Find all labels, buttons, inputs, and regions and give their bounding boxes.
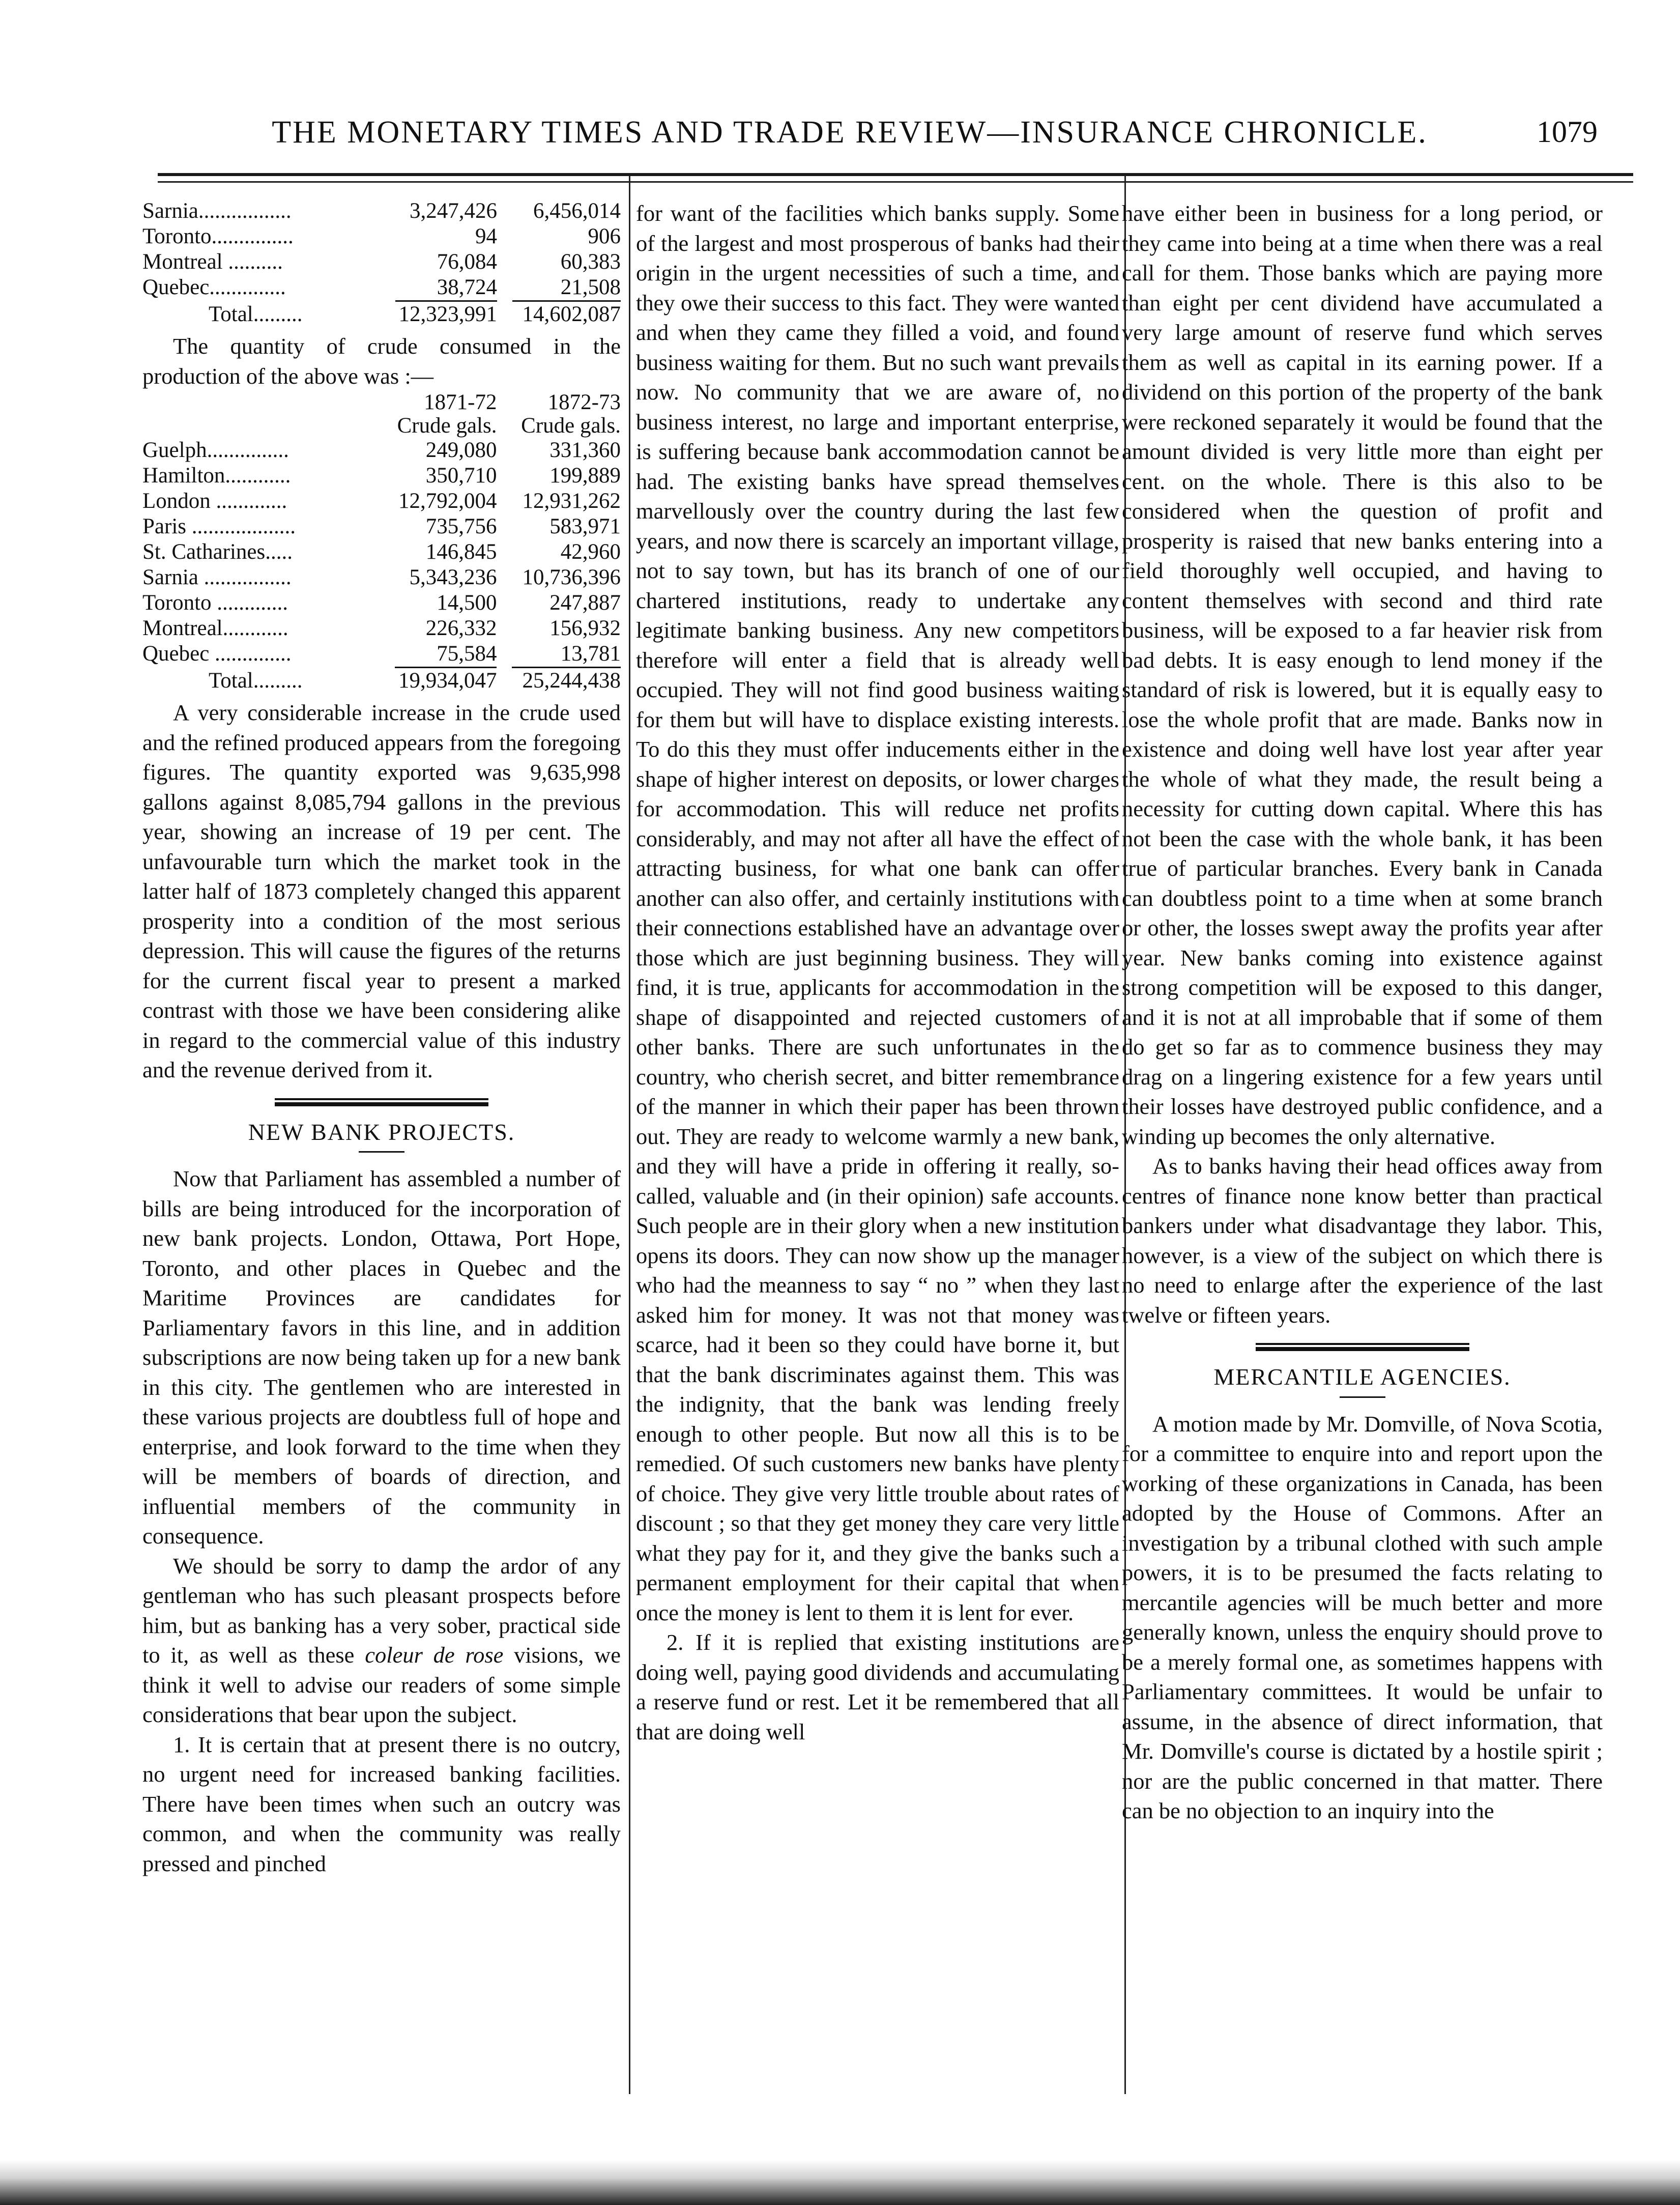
table-cell-place: Montreal .......... <box>142 250 283 274</box>
table-cell-value: 14,500 <box>437 591 497 615</box>
paragraph: have either been in business for a long period, or they came into being at a time when there was a real call for them. Those banks which are paying more than eight per cent dividend have accumulated a very large amount of reserve fund which serves them as well as capital in its earning power. If a dividend on this portion of the property of the bank were reckoned separately it would be found that the amount divided is very little more than eight per cent. on the whole. There is this also to be considered when the question of profit and prosperity is raised that new banks entering into a field thoroughly well occupied, and having to content themselves with second and third rate business, will be exposed to a far heavier risk from bad debts. It is easy enough to lend money if the standard of risk is lowered, but it is equally easy to lose the whole profit that are made. Banks now in existence and doing well have lost year after year the whole of what they made, the result being a necessity for cutting down capital. Where this has not been the case with the whole bank, it has been true of particular branches. Every bank in Canada can doubtless point to a time when at some branch or other, the losses swept away the profits year after year. New banks coming into existence against strong competition will be exposed to this danger, and it is not at all improbable that if some of them do get so far as to commence business they may drag on a lingering existence for a few years until their losses have destroyed public confidence, and a winding up becomes the only alternative. <box>1122 201 1603 1149</box>
table-header-row <box>142 414 621 438</box>
table-cell-value: 38,724 <box>437 275 497 299</box>
total-value: 25,244,438 <box>522 669 621 693</box>
table-row <box>142 616 621 641</box>
section-ornament <box>275 1098 488 1106</box>
column-header: 1871-72 <box>424 390 497 414</box>
table-row <box>142 463 621 489</box>
table-cell-value: 60,383 <box>560 250 621 274</box>
table-cell-value: 331,360 <box>549 438 621 462</box>
total-value: 19,934,047 <box>398 669 497 693</box>
table-cell-value: 10,736,396 <box>522 565 621 589</box>
section-title: MERCANTILE AGENCIES. <box>1213 1364 1511 1390</box>
table-cell-value: 42,960 <box>560 540 621 564</box>
table-row <box>142 438 621 463</box>
table-cell-value: 156,932 <box>549 616 621 640</box>
table-cell-value: 249,080 <box>425 438 497 462</box>
table-cell-value: 247,887 <box>549 591 621 615</box>
table-cell-place: Toronto............... <box>142 224 294 248</box>
column-header: Crude gals. <box>397 414 497 438</box>
column-2 <box>636 198 1119 1746</box>
table-cell-value: 350,710 <box>425 464 497 488</box>
table-row <box>142 275 621 300</box>
crude-oil-table <box>142 391 621 694</box>
total-row <box>142 302 621 327</box>
section-ornament <box>1256 1343 1469 1351</box>
paragraph: Now that Parliament has assembled a number of bills are being introduced for the incorporation of new bank projects. London, Ottawa, Port Hope, Toronto, and other places in Quebec and the Maritime Provinces are candidates for Parliamentary favors in this line, and in addition subscriptions are now being taken up for a new bank in this city. The gentlemen who are interested in these various projects are doubtless full of hope and enterprise, and look forward to the time when they will be members of boards of direction, and influential members of the community in consequence. <box>142 1166 621 1549</box>
table-row <box>142 565 621 590</box>
table-cell-value: 5,343,236 <box>409 565 497 589</box>
table-cell-place: Hamilton............ <box>142 464 291 488</box>
table-cell-value: 12,931,262 <box>522 489 621 513</box>
table-cell-place: Paris ................... <box>142 514 296 538</box>
total-value: 12,323,991 <box>398 302 497 326</box>
column-header: Crude gals. <box>521 414 621 438</box>
italic-phrase: coleur de rose <box>365 1642 504 1668</box>
paragraph: 2. If it is replied that existing institutions are doing well, paying good dividends and accumulating a reserve fund or rest. Let it be remembered that all that are doing well <box>636 1629 1119 1744</box>
table-cell-place: London ............. <box>142 489 287 513</box>
paragraph: A motion made by Mr. Domville, of Nova Scotia, for a committee to enquire into and report upon the working of these organizations in Canada, has been adopted by the House of Commons. After an investigation by a tribunal clothed with such ample powers, it is to be presumed the facts relating to mercantile agencies will be much better and more generally known, unless the enquiry should prove to be a merely formal one, as sometimes happens with Parliamentary committees. It would be unfair to assume, in the absence of direct information, that Mr. Domville's course is dictated by a hostile spirit ; nor are the public concerned in that matter. There can be no objection to an inquiry into the <box>1122 1411 1603 1823</box>
title-rule <box>1340 1396 1385 1398</box>
running-head: THE MONETARY TIMES AND TRADE REVIEW—INSURANCE CHRONICLE. <box>272 115 1428 150</box>
table-cell-value: 75,584 <box>437 642 497 666</box>
table-row <box>142 539 621 565</box>
header-rule-thin <box>158 181 1633 183</box>
table-row <box>142 641 621 667</box>
paragraph: As to banks having their head offices away from centres of finance none know better than practical bankers under what disadvantage they labor. This, however, is a view of the subject on which there is no need to enlarge after the experience of the last twelve or fifteen years. <box>1122 1153 1603 1328</box>
table-cell-place: Sarnia................. <box>142 199 292 223</box>
paragraph <box>142 1551 621 1730</box>
table-cell-value: 583,971 <box>549 514 621 538</box>
table-row <box>142 249 621 275</box>
table-cell-place: Montreal............ <box>142 616 288 640</box>
refined-oil-table <box>142 198 621 327</box>
total-row <box>142 668 621 694</box>
column-divider <box>629 176 630 2094</box>
table-cell-value: 3,247,426 <box>409 199 497 223</box>
column-3 <box>1122 198 1603 1826</box>
table-header-row <box>142 391 621 414</box>
scan-edge-shadow <box>0 2160 1680 2205</box>
text-run: We should be sorry to damp the ardor of any gentleman who has such pleasant prospects before him, but as banking has a very sober, practical side to it, as well as these <box>142 1553 621 1668</box>
header-rule <box>158 173 1633 176</box>
table-cell-place: Guelph............... <box>142 438 289 462</box>
table-cell-value: 226,332 <box>425 616 497 640</box>
title-rule <box>359 1151 404 1153</box>
section-title: NEW BANK PROJECTS. <box>248 1119 515 1145</box>
table-cell-place: Quebec.............. <box>142 275 286 299</box>
total-label: Total......... <box>209 669 303 693</box>
paragraph: for want of the facilities which banks supply. Some of the largest and most prosperous of banks had their origin in the urgent necessities of such a time, and they owe their success to this fact. They were wanted and when they came they filled a void, and found business waiting for them. But no such want prevails now. No community that we are aware of, no business interest, no large and important enterprise, is suffering because bank accommodation cannot be had. The existing banks have spread themselves marvellously over the country during the last few years, and now there is scarcely an important village, not to say town, but has its branch of one of our chartered institutions, ready to undertake any legitimate banking business. Any new competitors therefore will enter a field that is already well occupied. They will not find good business waiting for them but will have to displace existing interests. To do this they must offer inducements either in the shape of higher interest on deposits, or lower charges for accommodation. This will reduce net profits considerably, and may not after all have the effect of attracting business, for what one bank can offer another can also offer, and certainly institutions with their connections established have an advantage over those which are just beginning business. They will find, it is true, applicants for accommodation in the shape of disappointed and rejected customers of other banks. There are such unfortunates in the country, who cherish secret, and bitter remembrance of the manner in which their paper has been thrown out. They are ready to welcome warmly a new bank, and they will have a pride in offering it really, so-called, valuable and (in their opinion) safe accounts. Such people are in their glory when a new institution opens its doors. They can now show up the manager who had the meanness to say “ no ” when they last asked him for money. It was not that money was scarce, had it been so they could have borne it, but that the bank discriminates against them. This was the indignity, that the bank was lending freely enough to other people. But now all this is to be remedied. Of such customers new banks have plenty of choice. They give very little trouble about rates of discount ; so that they get money they care very little what they pay for it, and they give the banks such a permanent employment for their capital that when once the money is lent to them it is lent for ever. <box>636 201 1119 1625</box>
total-label: Total......... <box>209 302 303 326</box>
table-cell-value: 6,456,014 <box>533 199 621 223</box>
table-cell-place: Toronto ............. <box>142 591 288 615</box>
paragraph: 1. It is certain that at present there is no outcry, no urgent need for increased banking facilities. There have been times when such an outcry was common, and when the community was really pressed and pinched <box>142 1731 621 1876</box>
table-cell-place: Quebec .............. <box>142 642 292 666</box>
paragraph: The quantity of crude consumed in the production of the above was :— <box>142 333 621 389</box>
table-cell-value: 199,889 <box>549 464 621 488</box>
table-row <box>142 224 621 249</box>
page-number: 1079 <box>1537 115 1598 149</box>
table-cell-value: 735,756 <box>425 514 497 538</box>
table-cell-value: 146,845 <box>425 540 497 564</box>
table-row <box>142 514 621 539</box>
text-run: visions, we think it well to advise our readers of some simple considerations that bear upon the subject. <box>142 1642 621 1727</box>
table-cell-value: 76,084 <box>437 250 497 274</box>
table-cell-place: Sarnia ................ <box>142 565 292 589</box>
table-row <box>142 489 621 514</box>
table-cell-value: 21,508 <box>560 275 621 299</box>
table-cell-value: 13,781 <box>560 642 621 666</box>
paragraph: A very considerable increase in the crude used and the refined produced appears from the foregoing figures. The quantity exported was 9,635,998 gallons against 8,085,794 gallons in the previous year, showing an increase of 19 per cent. The unfavourable turn which the market took in the latter half of 1873 completely changed this apparent prosperity into a condition of the most serious depression. This will cause the figures of the returns for the current fiscal year to present a marked contrast with those we have been considering alike in regard to the commercial value of this industry and the revenue derived from it. <box>142 700 621 1082</box>
column-1 <box>142 198 621 1878</box>
column-header: 1872-73 <box>547 390 621 414</box>
table-cell-place: St. Catharines..... <box>142 540 293 564</box>
total-value: 14,602,087 <box>522 302 621 326</box>
table-row <box>142 198 621 224</box>
table-cell-value: 12,792,004 <box>398 489 497 513</box>
table-cell-value: 94 <box>475 224 497 248</box>
table-row <box>142 590 621 616</box>
table-cell-value: 906 <box>588 224 621 248</box>
